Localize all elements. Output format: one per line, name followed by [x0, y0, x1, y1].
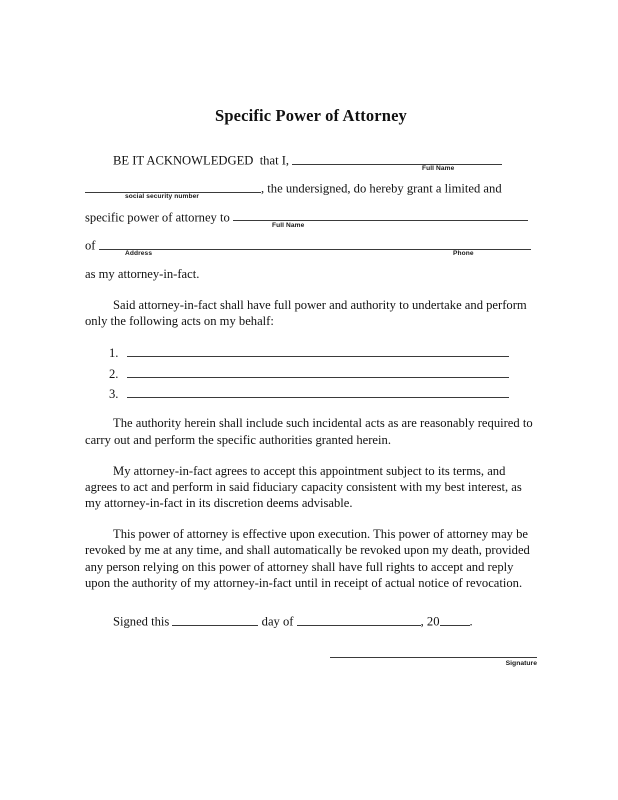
- acknowledgement-line-2: [85, 181, 537, 201]
- principal-full-name-caption: Full Name: [422, 165, 455, 172]
- acts-list-number: 2.: [109, 366, 119, 381]
- address-caption: Address: [125, 249, 153, 257]
- paragraph-revocation: This power of attorney is effective upon execution. This power of attorney may be revoked by me at any time, and shall automatically be revoked upon my death, provided any person relying on this power of attorney shall have full rights to accept and reply upon the authority of my attorney-in-fact until in receipt of actual notice of revocation.: [85, 527, 530, 590]
- act-field-1[interactable]: [127, 346, 509, 358]
- acknowledgement-line-3: [85, 210, 537, 229]
- acknowledgement-line-4: [85, 238, 537, 257]
- signing-year-field[interactable]: [440, 614, 470, 626]
- signed-this-label: Signed this: [113, 614, 170, 629]
- attorney-address-phone-field[interactable]: [99, 238, 531, 250]
- social-security-number-caption: social security number: [125, 193, 200, 201]
- acts-list-number: 1.: [109, 346, 119, 361]
- as-attorney-in-fact-text: as my attorney-in-fact.: [85, 267, 200, 282]
- document-body: [85, 106, 537, 681]
- day-of-label: day of: [261, 614, 294, 629]
- of-text: of: [85, 238, 96, 253]
- signing-month-field[interactable]: [297, 614, 421, 626]
- acts-list: [85, 346, 537, 401]
- attorney-full-name-field[interactable]: [233, 210, 528, 222]
- paragraph-incidental-acts: The authority herein shall include such incidental acts as are reasonably required to carry out and perform the specific authorities granted herein.: [85, 416, 533, 447]
- acknowledgement-line-1: [85, 153, 537, 172]
- acknowledgement-that-i: that I,: [259, 153, 290, 168]
- paragraph-powers: Said attorney-in-fact shall have full power and authority to undertake and perform only the following acts on my behalf:: [85, 298, 527, 329]
- acts-list-number: 3.: [109, 386, 119, 401]
- signing-period: .: [469, 614, 473, 629]
- page-title: Specific Power of Attorney: [215, 106, 407, 125]
- signature-field[interactable]: [330, 657, 537, 658]
- list-item: [85, 386, 537, 400]
- grant-to-text: specific power of attorney to: [85, 210, 230, 225]
- signature-block: [85, 657, 537, 681]
- year-prefix-label: , 20: [420, 614, 440, 629]
- principal-full-name-field[interactable]: [292, 153, 502, 165]
- phone-caption: Phone: [453, 249, 474, 257]
- acknowledgement-lead: BE IT ACKNOWLEDGED: [113, 153, 254, 168]
- signing-day-field[interactable]: [172, 614, 258, 626]
- list-item: [85, 366, 537, 380]
- signature-caption: Signature: [505, 659, 537, 667]
- signing-date-line: [85, 614, 537, 630]
- list-item: [85, 346, 537, 360]
- act-field-2[interactable]: [127, 366, 509, 378]
- undersigned-text: , the undersigned, do hereby grant a limited and: [261, 182, 502, 196]
- act-field-3[interactable]: [127, 386, 509, 398]
- social-security-number-field[interactable]: [85, 181, 261, 193]
- paragraph-acceptance: My attorney-in-fact agrees to accept this appointment subject to its terms, and agrees to act and perform in said fiduciary capacity consistent with my best interest, as my attorney-in-fact in its discretion deems advisable.: [85, 463, 522, 511]
- attorney-full-name-caption: Full Name: [272, 221, 305, 229]
